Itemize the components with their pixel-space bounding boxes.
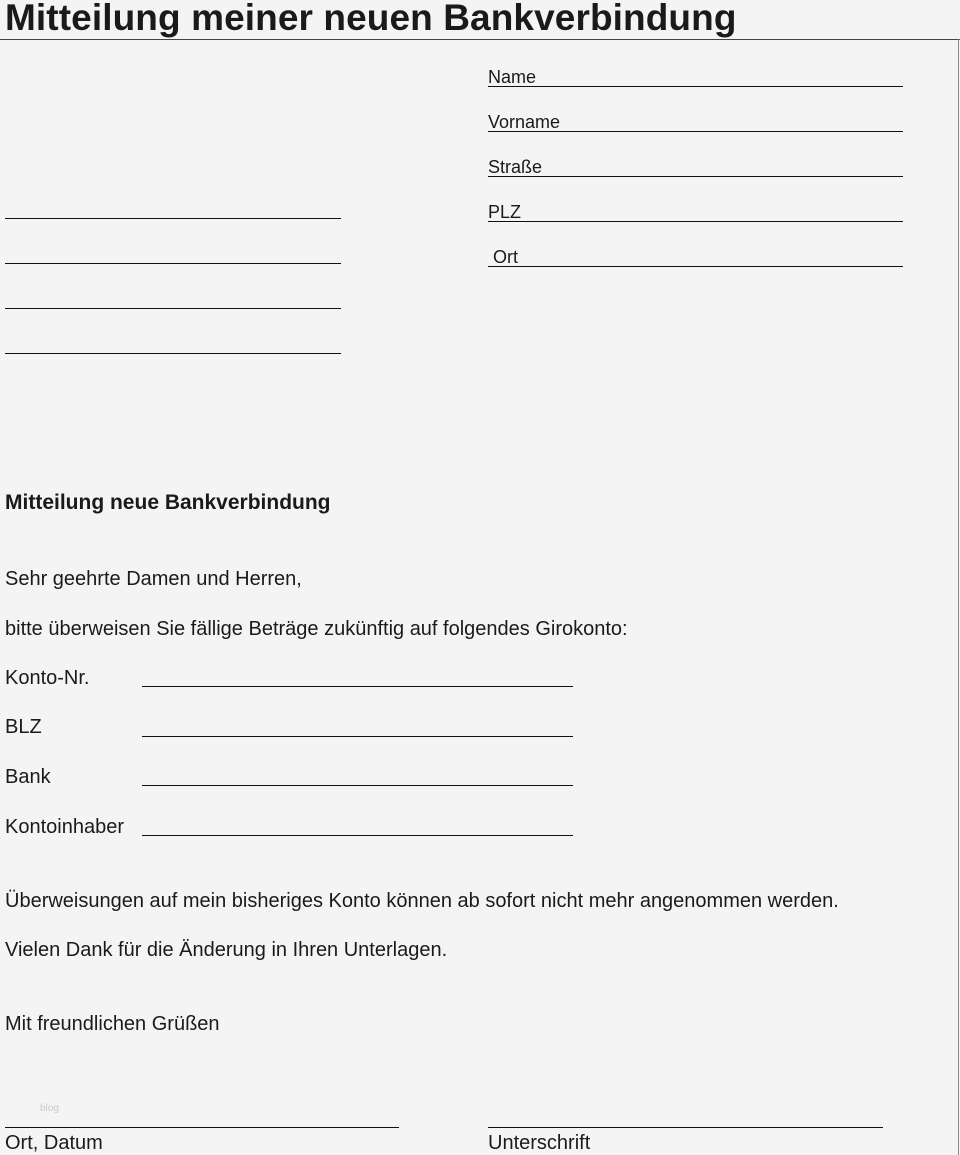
sender-ort-label: Ort <box>488 247 518 267</box>
notice-text: Überweisungen auf mein bisheriges Konto können ab sofort nicht mehr angenommen werden. <box>5 890 839 912</box>
recipient-address-line-1[interactable] <box>5 218 341 219</box>
sender-strasse-field[interactable] <box>488 156 903 177</box>
sender-strasse-label: Straße <box>488 157 543 177</box>
sender-vorname-label: Vorname <box>488 112 561 132</box>
bank-field[interactable] <box>142 785 573 786</box>
page-right-border <box>958 39 959 1155</box>
blz-field[interactable] <box>142 736 573 737</box>
title-divider <box>0 39 960 40</box>
salutation: Sehr geehrte Damen und Herren, <box>5 568 302 590</box>
kontoinhaber-label: Kontoinhaber <box>5 816 124 838</box>
blz-label: BLZ <box>5 716 42 738</box>
signature-label: Unterschrift <box>488 1132 591 1154</box>
document-title: Mitteilung meiner neuen Bankverbindung <box>5 0 737 38</box>
sender-vorname-field[interactable] <box>488 111 903 132</box>
sender-name-field[interactable] <box>488 66 903 87</box>
recipient-address-line-2[interactable] <box>5 263 341 264</box>
thanks-text: Vielen Dank für die Änderung in Ihren Unterlagen. <box>5 939 448 961</box>
place-date-label: Ort, Datum <box>5 1132 103 1154</box>
recipient-address-line-4[interactable] <box>5 353 341 354</box>
watermark-text: blog <box>40 1103 59 1114</box>
konto-nr-label: Konto-Nr. <box>5 667 90 689</box>
recipient-address-line-3[interactable] <box>5 308 341 309</box>
place-date-field[interactable] <box>5 1127 399 1128</box>
kontoinhaber-field[interactable] <box>142 835 573 836</box>
signature-field[interactable] <box>488 1127 883 1128</box>
letter-subject: Mitteilung neue Bankverbindung <box>5 491 331 514</box>
sender-name-label: Name <box>488 67 537 87</box>
intro-text: bitte überweisen Sie fällige Beträge zukünftig auf folgendes Girokonto: <box>5 618 628 640</box>
sender-plz-label: PLZ <box>488 202 522 222</box>
bank-label: Bank <box>5 766 51 788</box>
closing-text: Mit freundlichen Grüßen <box>5 1013 220 1035</box>
sender-ort-field[interactable] <box>488 246 903 267</box>
sender-plz-field[interactable] <box>488 201 903 222</box>
konto-nr-field[interactable] <box>142 686 573 687</box>
